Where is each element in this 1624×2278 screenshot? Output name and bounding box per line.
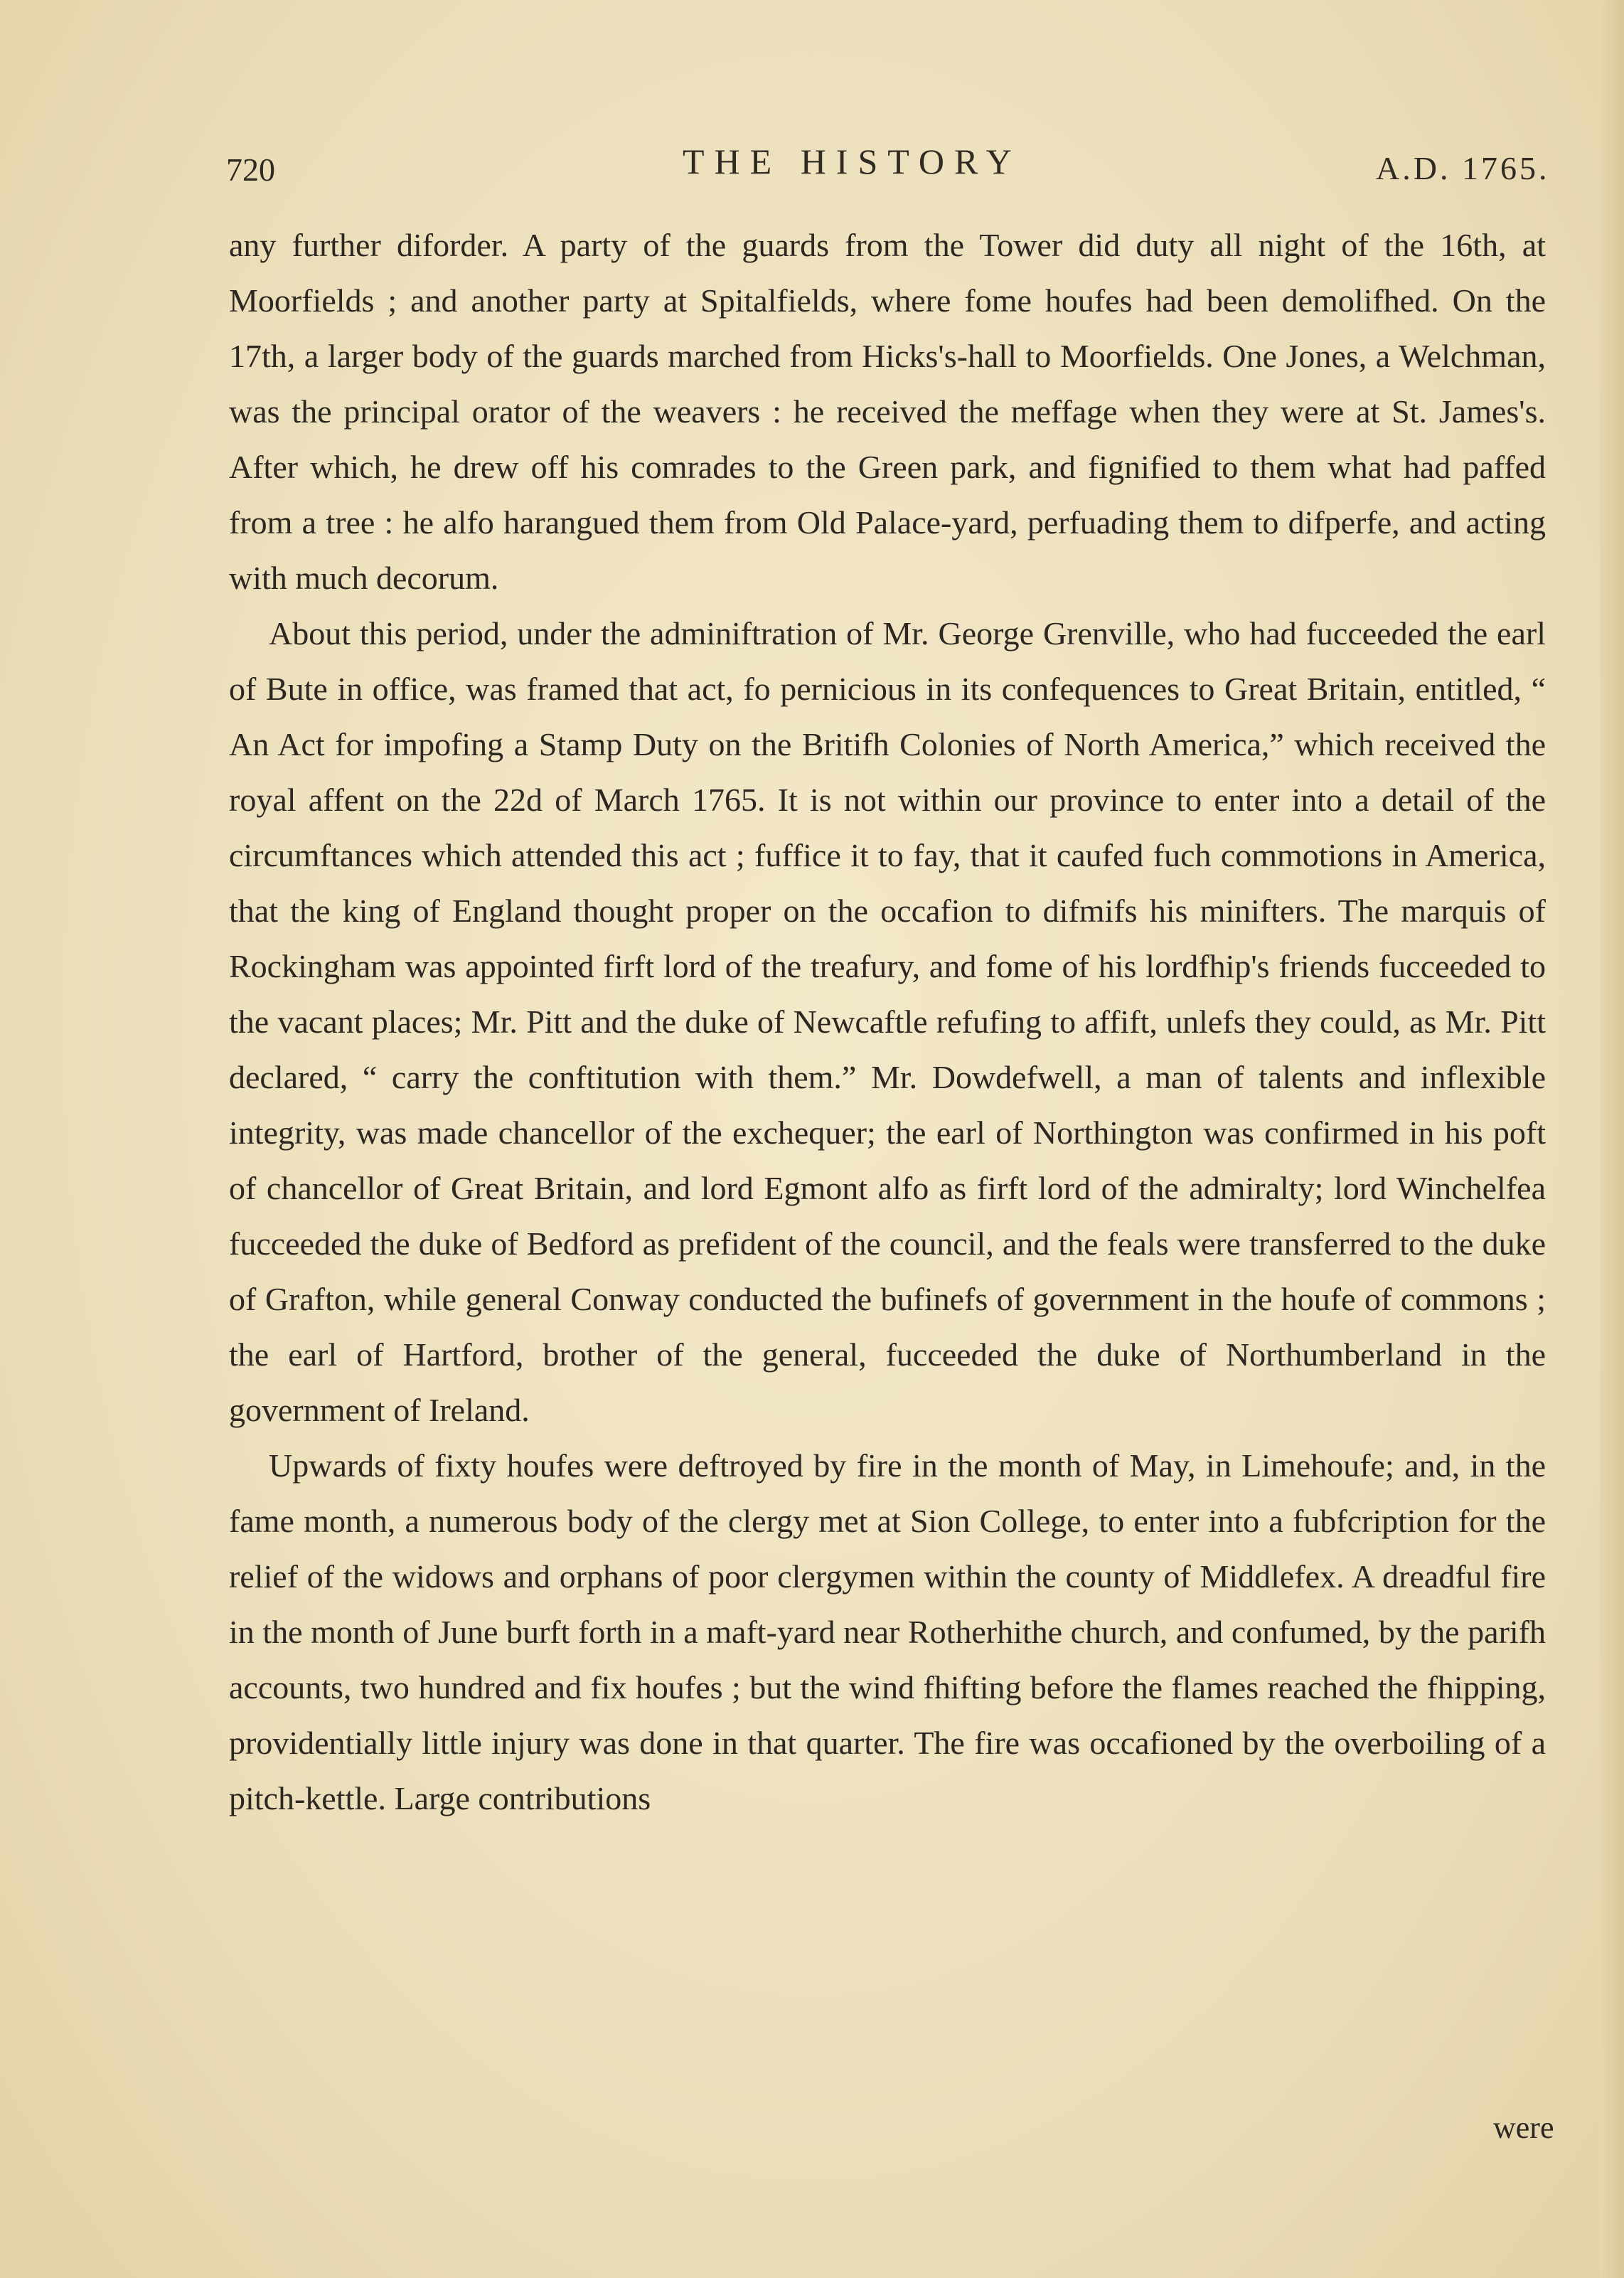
body-text	[229, 218, 1546, 1826]
page-number: 720	[226, 151, 275, 188]
running-title: THE HISTORY	[683, 142, 1022, 181]
running-date: A.D. 1765.	[1376, 150, 1550, 186]
paragraph-3: Upwards of fixty houfes were deftroyed by fire in the month of May, in Limehoufe; and, in the fame month, a numerous body of the clergy met at Sion College, to enter into a fubfcription for the relief of the widows and orphans of poor clergymen within the county of Middlefex. A dreadful fire in the month of June burft forth in a maft-yard near Rotherhithe church, and confumed, by the parifh accounts, two hundred and fix houfes ; but the wind fhifting before the flames reached the fhipping, providentially little injury was done in that quarter. The fire was occafioned by the overboiling of a pitch-kettle. Large contributions	[229, 1447, 1546, 1816]
running-head	[0, 135, 1624, 192]
paragraph-2: About this period, under the adminiftration of Mr. George Grenville, who had fucceeded the earl of Bute in office, was framed that act, fo pernicious in its confequences to Great Britain, entitled, “ An Act for impofing a Stamp Duty on the Britifh Colonies of North America,” which received the royal affent on the 22d of March 1765. It is not within our province to enter into a detail of the circumftances which attended this act ; fuffice it to fay, that it caufed fuch commotions in America, that the king of England thought proper on the occafion to difmifs his minifters. The marquis of Rockingham was appointed firft lord of the treafury, and fome of his lordfhip's friends fucceeded to the vacant places; Mr. Pitt and the duke of Newcaftle refufing to affift, unlefs they could, as Mr. Pitt declared, “ carry the conftitution with them.” Mr. Dowdefwell, a man of talents and inflexible integrity, was made chancellor of the exchequer; the earl of Northington was confirmed in his poft of chancellor of Great Britain, and lord Egmont alfo as firft lord of the admiralty; lord Winchelfea fucceeded the duke of Bedford as prefident of the council, and the feals were transferred to the duke of Grafton, while general Conway conducted the bufinefs of government in the houfe of commons ; the earl of Hartford, brother of the general, fucceeded the duke of Northumberland in the government of Ireland.	[229, 615, 1546, 1428]
catchword: were	[1493, 2110, 1554, 2145]
paragraph-1: any further diforder. A party of the guards from the Tower did duty all night of the 16th, at Moorfields ; and another party at Spitalfields, where fome houfes had been demolifhed. On the 17th, a larger body of the guards marched from Hicks's-hall to Moorfields. One Jones, a Welchman, was the principal orator of the weavers : he received the meffage when they were at St. James's. After which, he drew off his comrades to the Green park, and fignified to them what had paffed from a tree : he alfo harangued them from Old Palace-yard, perfuading them to difperfe, and acting with much decorum.	[229, 227, 1546, 596]
page-edge-shadow	[1600, 0, 1624, 2278]
